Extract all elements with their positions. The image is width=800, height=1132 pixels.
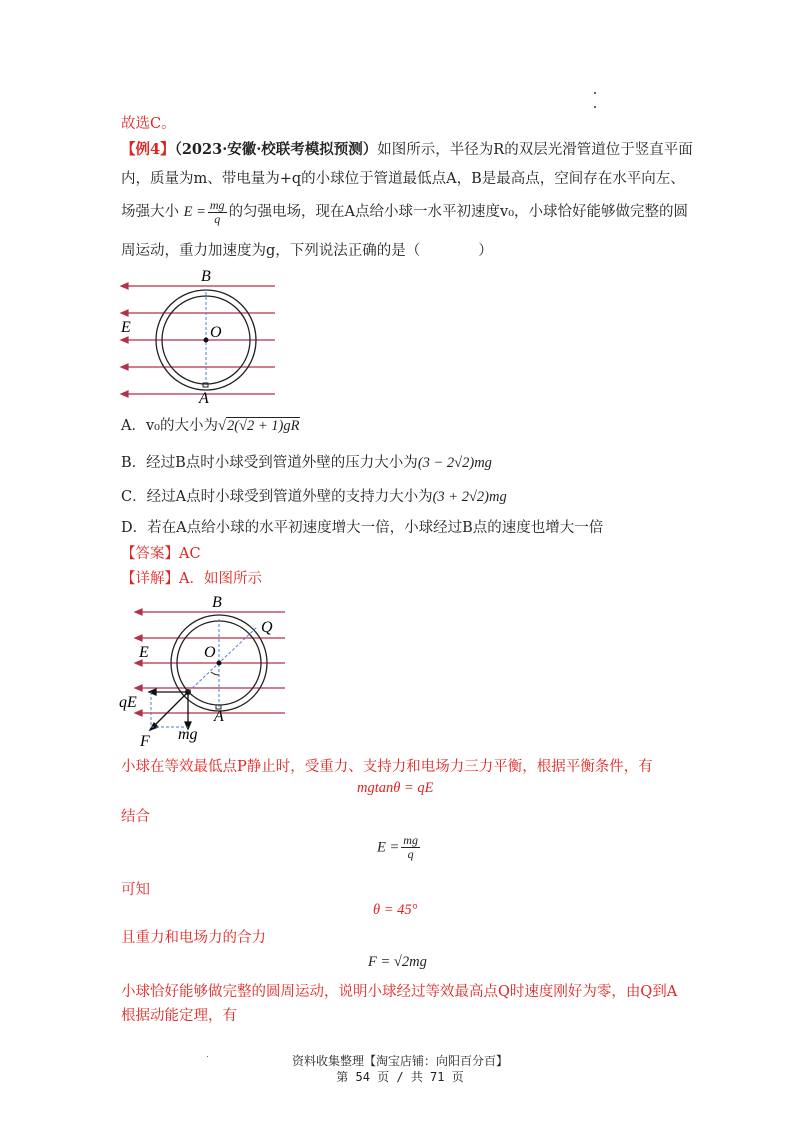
option-c-text: C．经过A点时小球受到管道外壁的支持力大小为	[121, 489, 433, 505]
answer: 【答案】AC	[121, 546, 201, 562]
frac-den: q	[214, 211, 221, 226]
line3-pre: 场强大小	[121, 204, 179, 220]
option-b	[121, 453, 492, 473]
label-qe: qE	[119, 694, 137, 711]
label-o: O	[210, 324, 222, 341]
example-line-1	[121, 140, 693, 160]
equation-4: F = √2mg	[368, 954, 427, 970]
example-tag: 【例4】	[121, 141, 175, 158]
eq2-den: q	[407, 847, 414, 861]
prev-conclusion: 故选C。	[121, 116, 176, 132]
label-mg: mg	[178, 726, 198, 743]
example-line-3	[121, 197, 688, 227]
example-line-4: 周运动，重力加速度为g，下列说法正确的是（ ）	[121, 243, 493, 259]
equation-3: θ = 45°	[373, 902, 418, 918]
label-e: E	[139, 644, 149, 661]
option-a-formula: √2(√2 + 1)gR	[217, 418, 300, 434]
eq2-num: mg	[403, 833, 418, 847]
label-q: Q	[261, 619, 273, 636]
label-b: B	[201, 268, 211, 285]
figure-circle-tube	[115, 266, 285, 406]
label-o: O	[204, 644, 216, 661]
solution-line-4: 且重力和电场力的合力	[121, 930, 266, 946]
footer-page-number: 第 54 页 / 共 71 页	[336, 1070, 464, 1084]
solution-line-2: 结合	[121, 809, 150, 825]
solution-line-3: 可知	[121, 882, 150, 898]
label-f: F	[140, 733, 150, 750]
label-b: B	[212, 594, 222, 611]
eq2-lhs: E =	[377, 839, 400, 856]
option-c-formula: (3 + 2√2)mg	[432, 489, 507, 505]
eq2-fraction	[401, 834, 420, 861]
option-a	[121, 416, 300, 436]
line3-post: 的匀强电场，现在A点给小球一水平初速度v₀，小球恰好能够做完整的圆	[228, 204, 689, 220]
detail-head: 【详解】A．如图所示	[121, 571, 262, 587]
example-text: 如图所示，半径为R的双层光滑管道位于竖直平面	[377, 142, 693, 158]
footer-source: 资料收集整理【淘宝店铺：向阳百分百】	[291, 1054, 508, 1068]
option-b-text: B．经过B点时小球受到管道外壁的压力大小为	[121, 455, 418, 471]
solution-line-5: 小球恰好能够做完整的圆周运动，说明小球经过等效最高点Q时速度刚好为零，由Q到A	[121, 984, 678, 1000]
solution-line-6: 根据动能定理，有	[121, 1008, 237, 1024]
option-d: D．若在A点给小球的水平初速度增大一倍，小球经过B点的速度也增大一倍	[121, 520, 604, 536]
figure-force-diagram	[115, 591, 295, 751]
solution-line-1: 小球在等效最低点P静止时，受重力、支持力和电场力三力平衡，根据平衡条件，有	[121, 759, 653, 775]
formula-e-fraction	[208, 199, 227, 226]
equation-2	[377, 834, 422, 861]
label-a: A	[214, 708, 224, 725]
equation-1: mgtanθ = qE	[357, 780, 434, 796]
formula-e-lhs: E =	[183, 204, 206, 220]
corner-dot	[594, 92, 596, 94]
option-c	[121, 487, 507, 507]
example-source: （2023·安徽·校联考模拟预测）	[174, 141, 378, 158]
example-line-2: 内，质量为m、带电量为+q的小球位于管道最低点A，B是最高点，空间存在水平向左、	[121, 171, 685, 187]
label-a: A	[199, 390, 209, 406]
option-b-formula: (3 − 2√2)mg	[417, 455, 492, 471]
corner-dot	[594, 106, 596, 108]
frac-num: mg	[209, 197, 225, 212]
option-a-text: A．v₀的大小为	[121, 418, 218, 434]
label-e: E	[121, 319, 131, 336]
